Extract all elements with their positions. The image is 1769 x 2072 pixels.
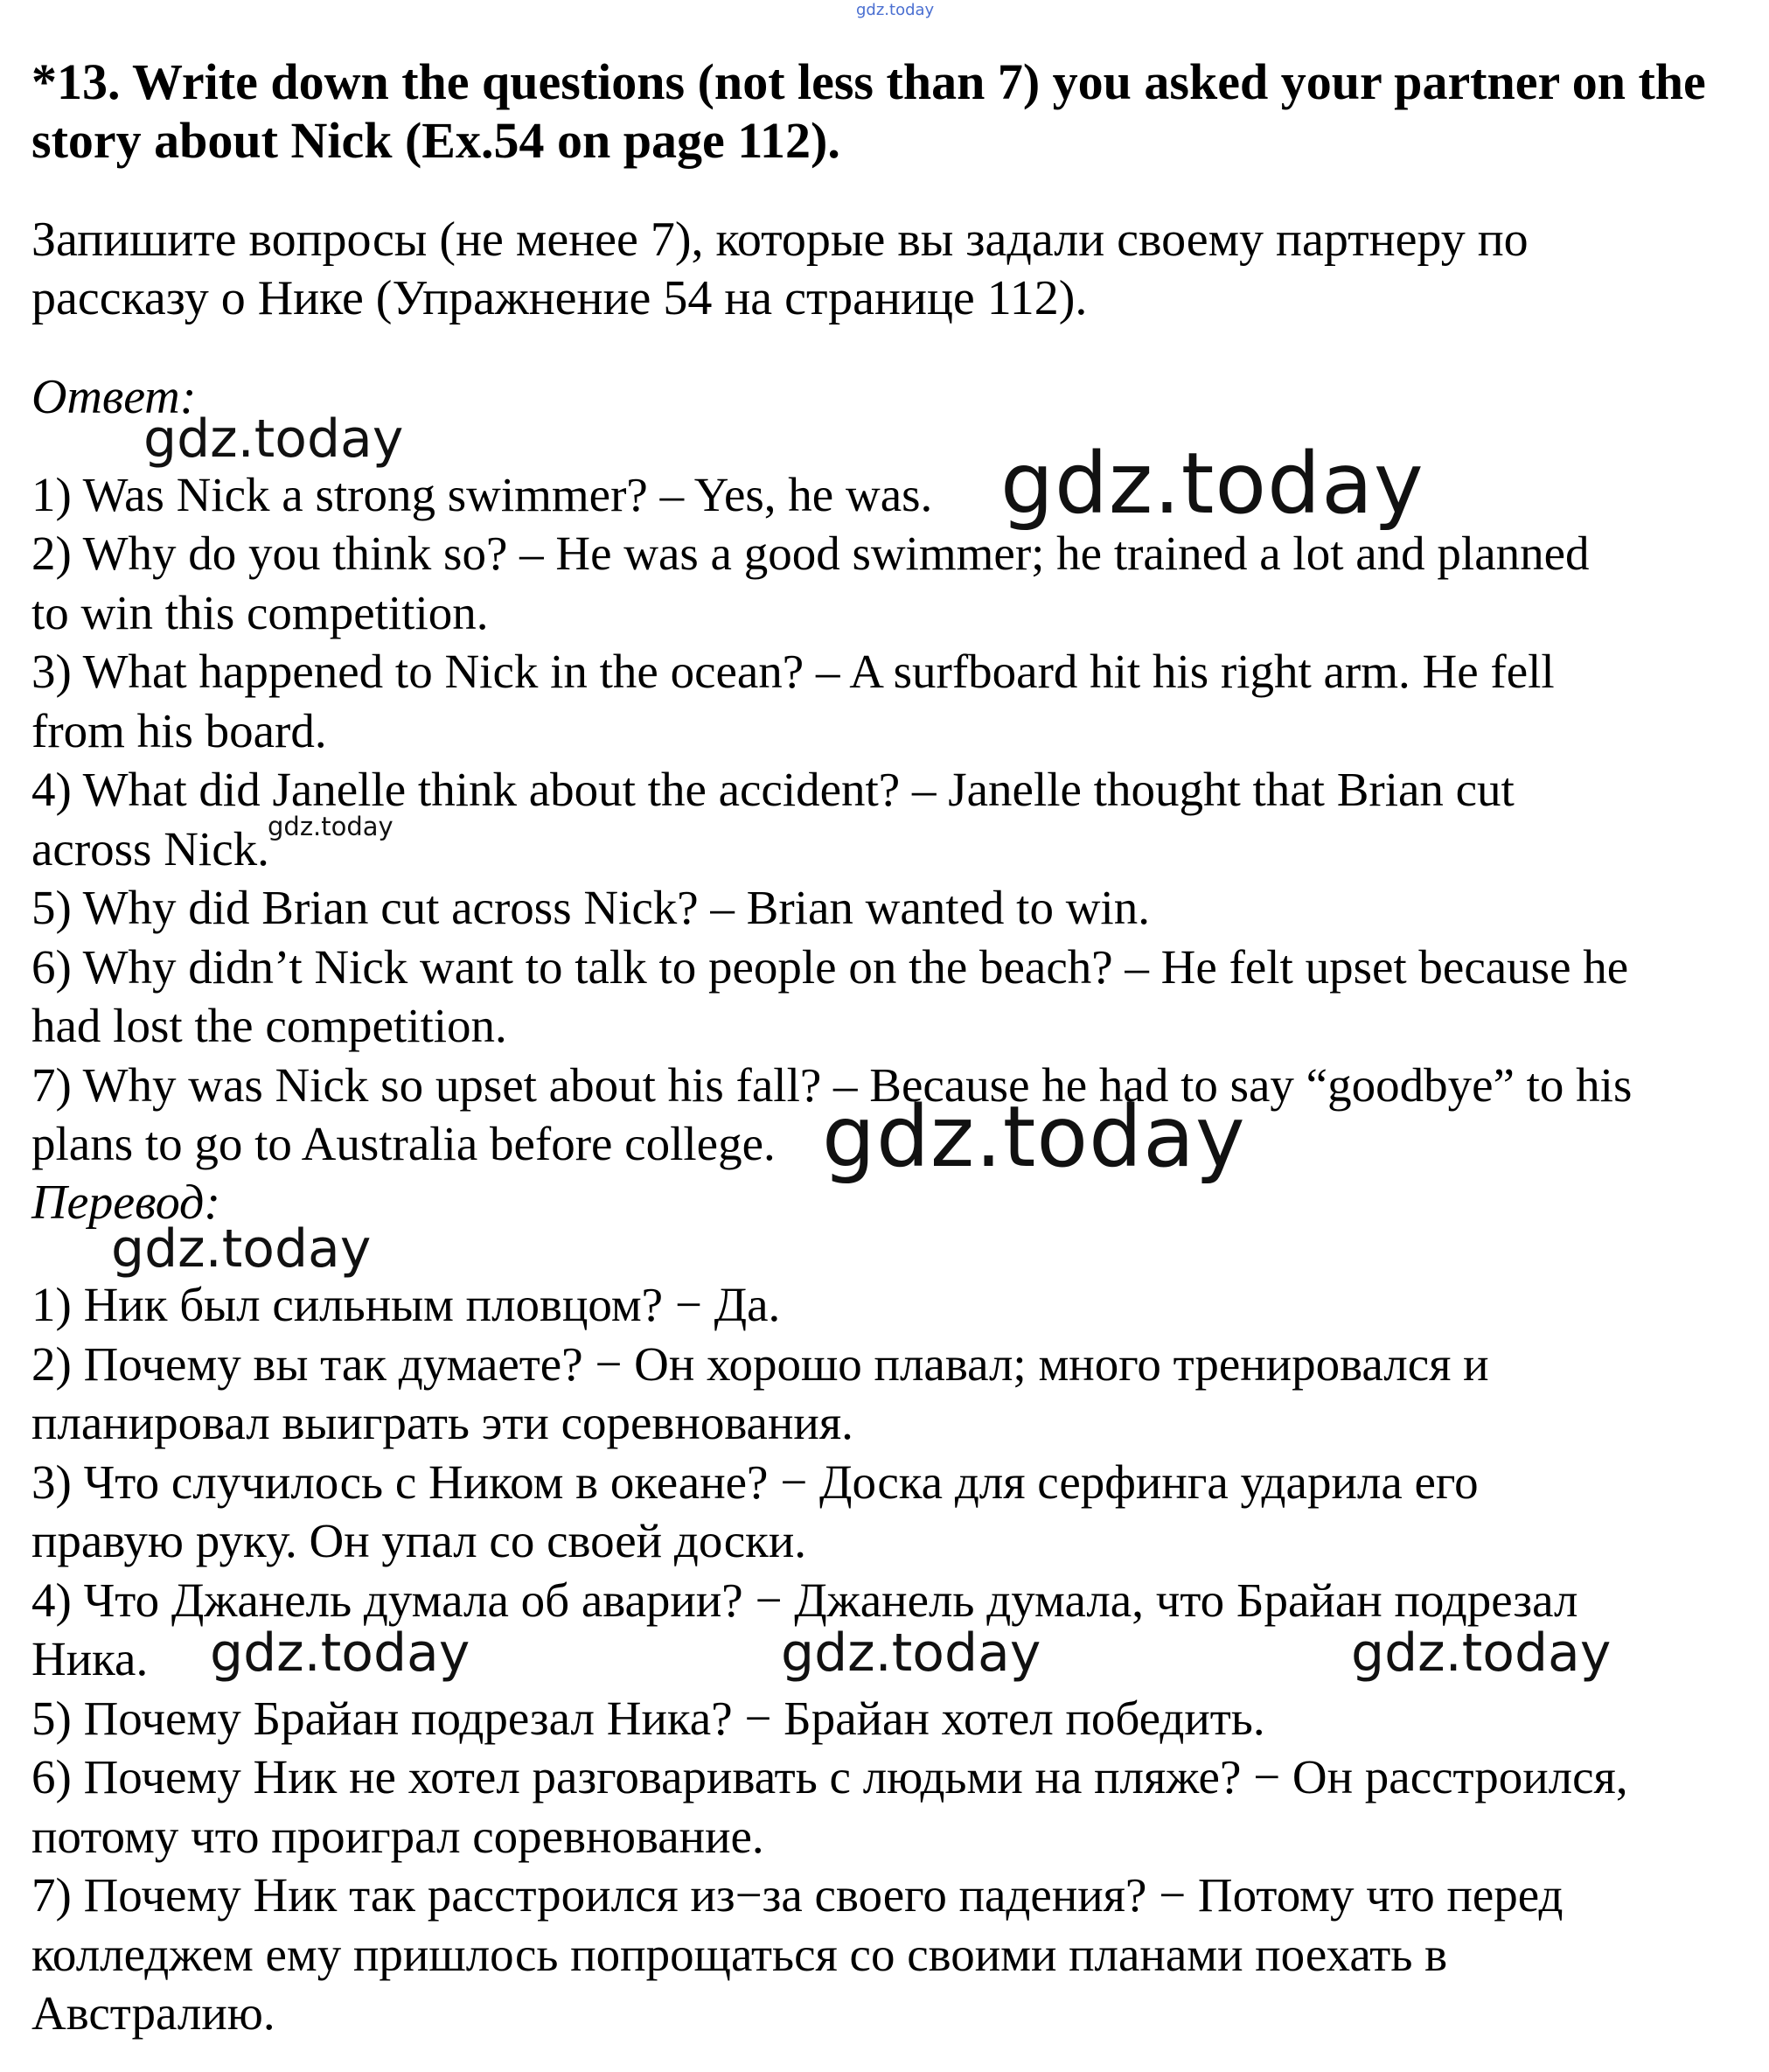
translation-line-6: 4) Что Джанель думала об аварии? − Джанель думала, что Брайан подрезал [31, 1573, 1578, 1627]
translation-line-11: 7) Почему Ник так расстроился из−за своего падения? − Потому что перед [31, 1868, 1564, 1922]
watermark-3: gdz.today [268, 812, 393, 841]
answer-line-1: 1) Was Nick a strong swimmer? – Yes, he was. [31, 468, 933, 521]
translation-line-12: колледжем ему пришлось попрощаться со своими планами поехать в [31, 1928, 1448, 1981]
answer-label: Ответ: [31, 370, 197, 424]
translation-line-1: 1) Ник был сильным пловцом? − Да. [31, 1278, 781, 1331]
translation-line-5: правую руку. Он упал со своей доски. [31, 1514, 807, 1567]
answer-line-10: had lost the competition. [31, 999, 507, 1052]
watermark-6: gdz.today [210, 1622, 470, 1684]
translation-label: Перевод: [31, 1176, 220, 1230]
answer-line-3: to win this competition. [31, 586, 489, 639]
top-watermark: gdz.today [856, 1, 935, 19]
watermark-4: gdz.today [822, 1088, 1246, 1186]
exercise-title-line-2: story about Nick (Ex.54 on page 112). [31, 112, 840, 169]
answer-line-7: across Nick. [31, 822, 269, 876]
translation-line-7: Ника. [31, 1632, 149, 1685]
translation-line-9: 6) Почему Ник не хотел разговаривать с людьми на пляже? − Он расстроился, [31, 1750, 1628, 1803]
translation-line-10: потому что проиграл соревнование. [31, 1810, 764, 1863]
answer-line-4: 3) What happened to Nick in the ocean? – A surfboard hit his right arm. He fell [31, 645, 1555, 698]
translation-line-4: 3) Что случилось с Ником в океане? − Доска для серфинга ударила его [31, 1455, 1479, 1509]
answer-line-11: 7) Why was Nick so upset about his fall? – Because he had to say “goodbye” to his [31, 1058, 1633, 1112]
answer-line-8: 5) Why did Brian cut across Nick? – Brian wanted to win. [31, 881, 1150, 934]
watermark-5: gdz.today [111, 1218, 372, 1280]
instruction-line-2: рассказу о Нике (Упражнение 54 на странице 112). [31, 271, 1088, 325]
watermark-8: gdz.today [1351, 1622, 1612, 1684]
translation-line-3: планировал выиграть эти соревнования. [31, 1396, 853, 1449]
translation-line-13: Австралию. [31, 1986, 275, 2040]
watermark-2: gdz.today [1000, 435, 1424, 533]
translation-line-8: 5) Почему Брайан подрезал Ника? − Брайан хотел победить. [31, 1692, 1265, 1745]
answer-line-9: 6) Why didn’t Nick want to talk to people on the beach? – He felt upset because he [31, 940, 1629, 994]
instruction-line-1: Запишите вопросы (не менее 7), которые вы задали своему партнеру по [31, 213, 1529, 267]
watermark-7: gdz.today [781, 1622, 1041, 1684]
exercise-title-line-1: *13. Write down the questions (not less than 7) you asked your partner on the [31, 53, 1706, 110]
answer-line-5: from his board. [31, 704, 327, 757]
answer-line-6: 4) What did Janelle think about the accident? – Janelle thought that Brian cut [31, 763, 1515, 816]
answer-line-12: plans to go to Australia before college. [31, 1117, 776, 1170]
watermark-1: gdz.today [143, 408, 404, 470]
translation-line-2: 2) Почему вы так думаете? − Он хорошо плавал; много тренировался и [31, 1337, 1489, 1391]
answer-line-2: 2) Why do you think so? – He was a good swimmer; he trained a lot and planned [31, 527, 1590, 580]
